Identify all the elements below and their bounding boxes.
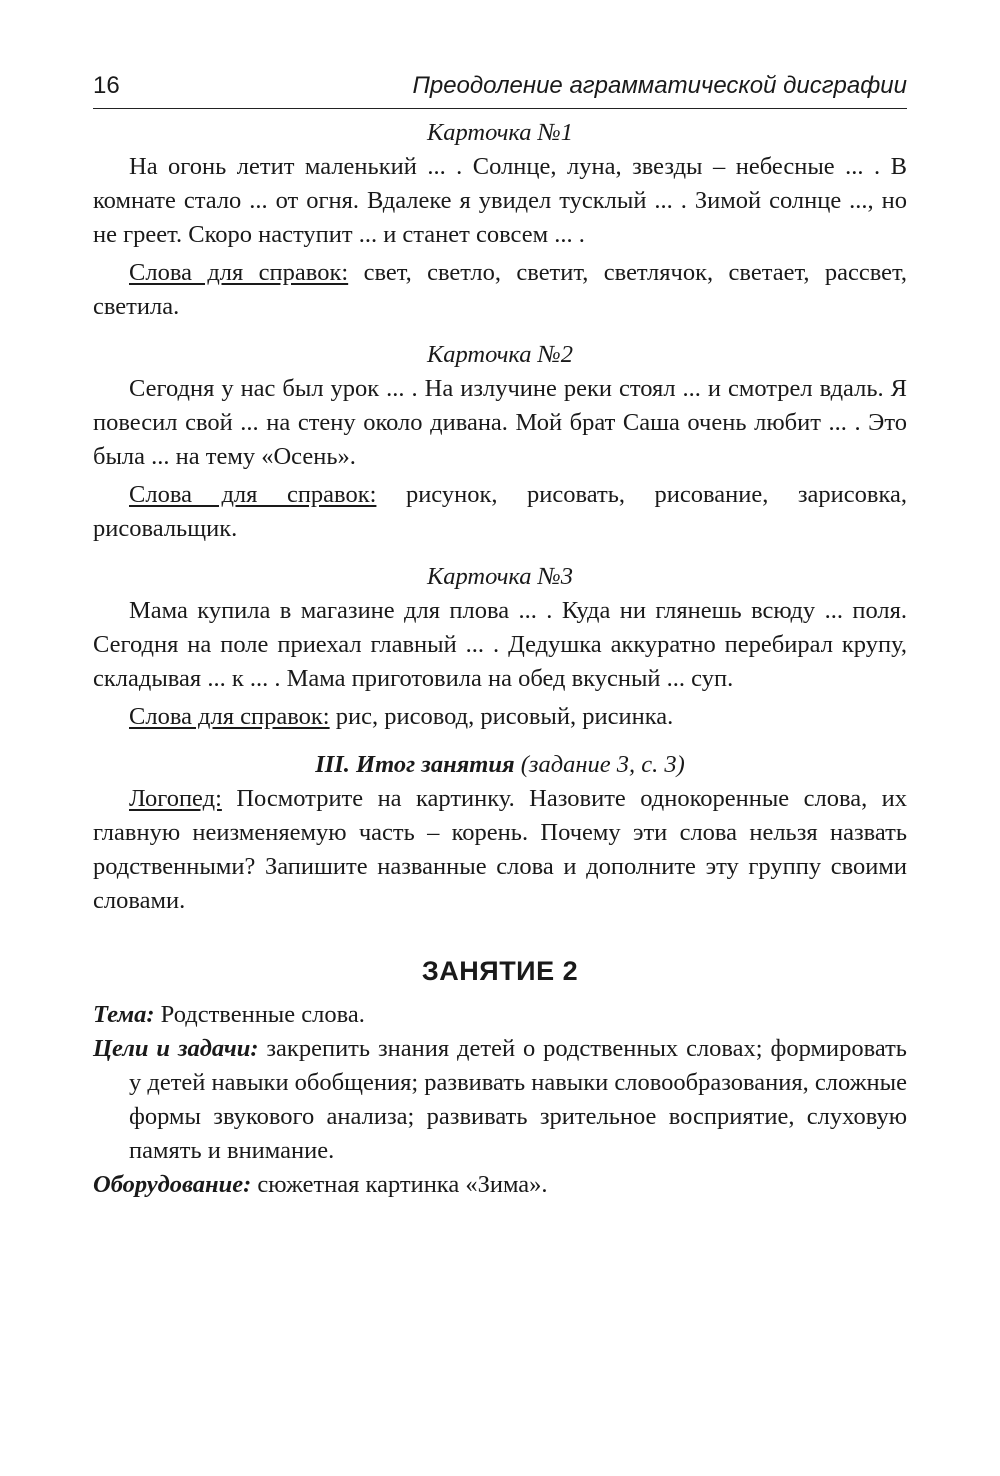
card-2-title: Карточка №2 [426, 341, 574, 368]
page-header [93, 70, 907, 109]
section-heading-rest: (задание 3, с. 3) [514, 751, 685, 778]
page-content [93, 116, 907, 1202]
card-2-text: Сегодня у нас был урок ... . На излучине реки стоял ... и смотрел вдаль. Я повесил свой ... на стену около дивана. Мой брат Саша очень любит ... . Это была ... на тему «Осень». [93, 375, 907, 470]
goals-label: Цели и задачи: [93, 1035, 259, 1062]
topic-text: Родственные слова. [154, 1001, 365, 1028]
lesson-equipment [93, 1168, 907, 1202]
hint-words: свет, светло, светит, светлячок, светает, рассвет, светила. [93, 259, 907, 320]
goals-text: закрепить знания детей о родственных словах; формировать у детей навыки обобщения; развивать навыки словообразования, сложные формы звукового анализа; развивать зрительное восприятие, слуховую память и внимание. [129, 1035, 908, 1164]
equipment-label: Оборудование: [93, 1171, 252, 1198]
card-2-hint [93, 478, 907, 546]
card-3-text: Мама купила в магазине для плова ... . Куда ни глянешь всюду ... поля. Сегодня на поле приехал главный ... . Дедушка аккуратно перебирал крупу, складывая ... к ... . Мама приготовила на обед вкусный ... суп. [93, 597, 907, 692]
speaker-text: Посмотрите на картинку. Назовите однокоренные слова, их главную неизменяемую часть – корень. Почему эти слова нельзя назвать родственными? Запишите названные слова и дополните эту группу своими словами. [93, 785, 907, 914]
card-1-text: На огонь летит маленький ... . Солнце, луна, звезды – небесные ... . В комнате стало ... от огня. Вдалеке я увидел тусклый ... . Зимой солнце ..., но не греет. Скоро наступит ... и станет совсем ... . [93, 153, 907, 248]
lesson-topic [93, 998, 907, 1032]
speaker-label: Логопед: [129, 785, 222, 812]
card-1-hint [93, 256, 907, 324]
hint-label: Слова для справок: [129, 703, 330, 730]
card-1-title: Карточка №1 [426, 119, 574, 146]
equipment-text: сюжетная картинка «Зима». [251, 1171, 548, 1198]
hint-label: Слова для справок: [129, 259, 349, 286]
section-heading-bold: III. Итог занятия [315, 751, 515, 778]
section-text [93, 782, 907, 918]
card-3-hint [93, 700, 907, 734]
running-title: Преодоление аграмматической дисграфии [412, 72, 907, 99]
lesson-title: ЗАНЯТИЕ 2 [421, 956, 579, 986]
hint-words: рисунок, рисовать, рисование, зарисовка, рисовальщик. [93, 481, 907, 542]
card-3-title: Карточка №3 [426, 563, 574, 590]
hint-label: Слова для справок: [129, 481, 377, 508]
topic-label: Тема: [93, 1001, 155, 1028]
hint-words: рис, рисовод, рисовый, рисинка. [329, 703, 674, 730]
section-heading [93, 748, 907, 782]
lesson-goals [93, 1032, 907, 1168]
page-number: 16 [93, 72, 120, 99]
